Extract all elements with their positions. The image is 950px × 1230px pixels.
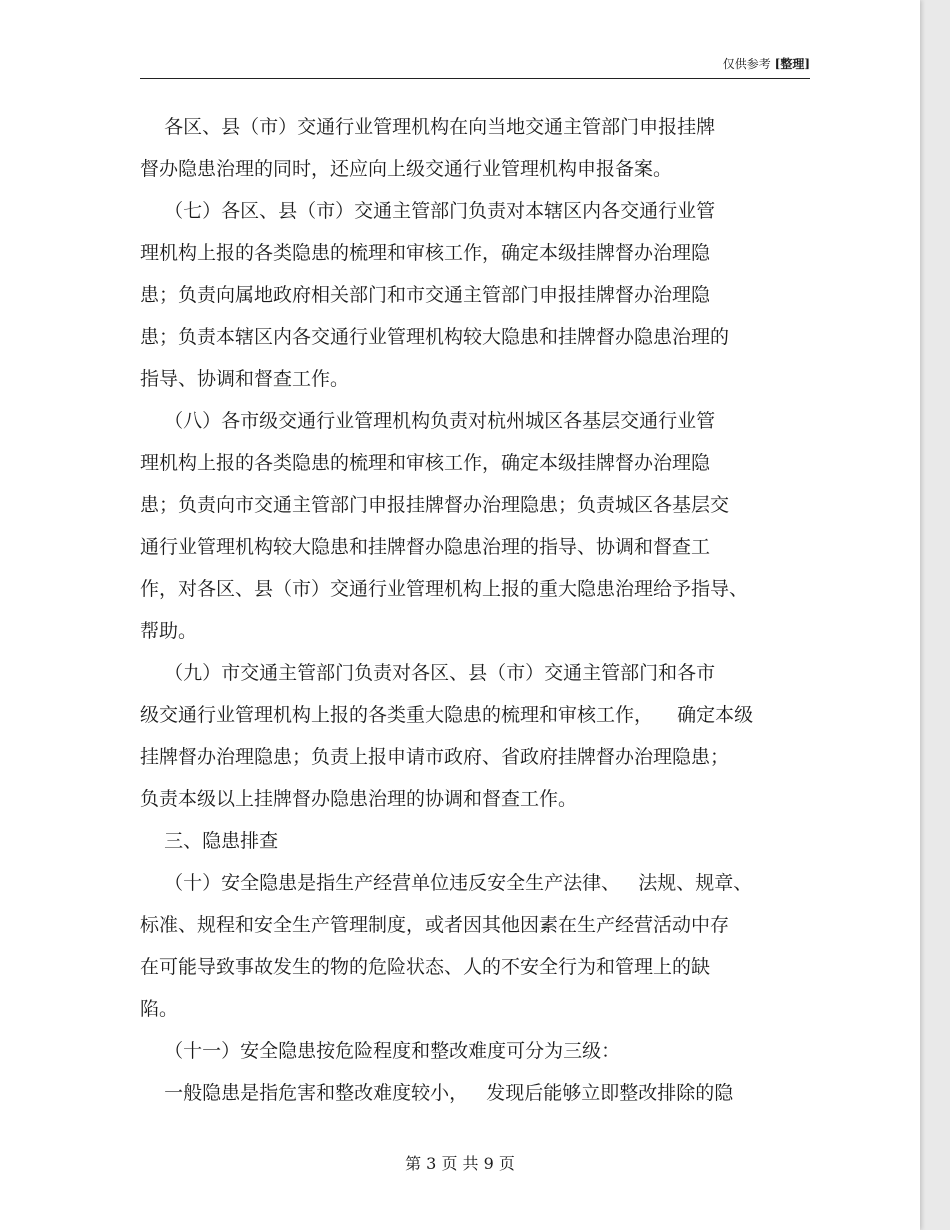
text-line: （十一）安全隐患按危险程度和整改难度可分为三级： [140,1040,621,1062]
text-line: 理机构上报的各类隐患的梳理和审核工作，确定本级挂牌督办治理隐 [140,242,711,264]
text-line: 理机构上报的各类隐患的梳理和审核工作，确定本级挂牌督办治理隐 [140,452,711,474]
text-line: 陷。 [140,998,179,1020]
text-line: 患；负责向属地政府相关部门和市交通主管部门申报挂牌督办治理隐 [140,284,711,306]
text-line: 患；负责向市交通主管部门申报挂牌督办治理隐患；负责城区各基层交 [140,494,730,516]
text-line: （十）安全隐患是指生产经营单位违反安全生产法律、 法规、规章、 [140,872,753,894]
text-line: 患；负责本辖区内各交通行业管理机构较大隐患和挂牌督办隐患治理的 [140,326,730,348]
page-footer: 第 3 页 共 9 页 [405,1154,515,1173]
text-line: 挂牌督办治理隐患；负责上报申请市政府、省政府挂牌督办治理隐患； [140,746,730,768]
text-line: 在可能导致事故发生的物的危险状态、人的不安全行为和管理上的缺 [140,956,711,978]
text-line: 帮助。 [140,620,198,642]
text-line: 各区、县（市）交通行业管理机构在向当地交通主管部门申报挂牌 [140,116,716,138]
document-body [140,113,820,1121]
header-label: 仅供参考 [722,57,771,71]
text-line: （七）各区、县（市）交通主管部门负责对本辖区内各交通行业管 [140,200,716,222]
text-line: （八）各市级交通行业管理机构负责对杭州城区各基层交通行业管 [140,410,716,432]
text-line: 标准、规程和安全生产管理制度，或者因其他因素在生产经营活动中存 [140,914,730,936]
text-line: 通行业管理机构较大隐患和挂牌督办隐患治理的指导、协调和督查工 [140,536,711,558]
header-note [723,56,810,72]
text-line: 作，对各区、县（市）交通行业管理机构上报的重大隐患治理给予指导、 [140,578,749,600]
text-line: （九）市交通主管部门负责对各区、县（市）交通主管部门和各市 [140,662,716,684]
text-line: 级交通行业管理机构上报的各类重大隐患的梳理和审核工作， 确定本级 [140,704,754,726]
text-line: 负责本级以上挂牌督办隐患治理的协调和督查工作。 [140,788,578,810]
text-line: 督办隐患治理的同时，还应向上级交通行业管理机构申报备案。 [140,158,673,180]
header-tag: [整理] [774,57,810,71]
page-header [140,56,810,79]
text-line: 指导、协调和督查工作。 [140,368,350,390]
text-line: 三、隐患排查 [140,830,279,852]
text-line: 一般隐患是指危害和整改难度较小， 发现后能够立即整改排除的隐 [140,1082,734,1104]
